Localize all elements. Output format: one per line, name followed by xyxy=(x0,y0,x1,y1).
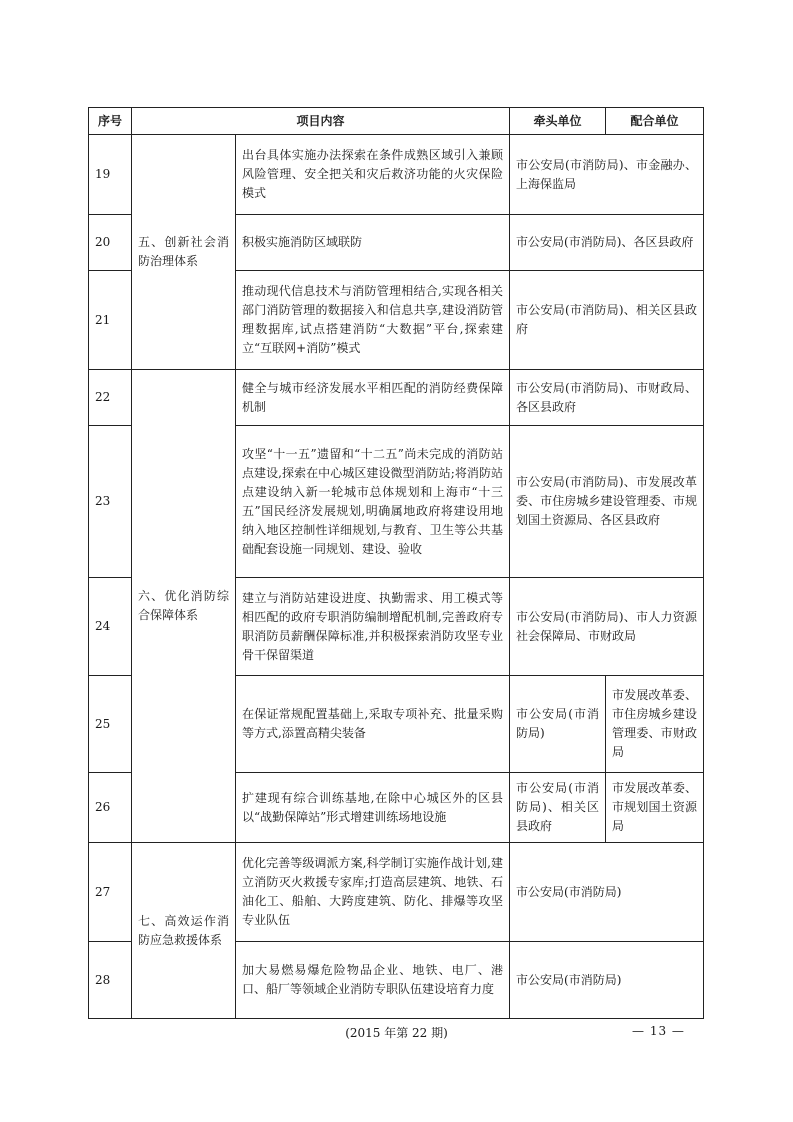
table-row xyxy=(89,135,704,215)
category-cell: 六、优化消防综合保障体系 xyxy=(132,370,236,843)
table-row xyxy=(89,843,704,942)
row-content: 攻坚“十一五”遗留和“十二五”尚未完成的消防站点建设,探索在中心城区建设微型消防站;将消防站点建设纳入新一轮城市总体规划和上海市“十三五”国民经济发展规划,明确属地政府将建设用地纳入地区控制性详细规划,与教育、卫生等公共基础配套设施一同规划、建设、验收 xyxy=(236,426,510,578)
row-lead: 市公安局(市消防局) xyxy=(510,843,704,942)
project-table xyxy=(88,107,704,1019)
row-lead: 市公安局(市消防局)、相关区县政府 xyxy=(510,271,704,370)
category-cell: 七、高效运作消防应急救援体系 xyxy=(132,843,236,1019)
row-lead: 市公安局(市消防局) xyxy=(510,676,606,773)
table-header-row xyxy=(89,108,704,135)
row-content: 推动现代信息技术与消防管理相结合,实现各相关部门消防管理的数据接入和信息共享,建设消防管理数据库,试点搭建消防“大数据”平台,探索建立“互联网+消防”模式 xyxy=(236,271,510,370)
row-number: 27 xyxy=(89,843,132,942)
row-lead: 市公安局(市消防局)、相关区县政府 xyxy=(510,773,606,843)
header-project: 项目内容 xyxy=(132,108,510,135)
row-lead: 市公安局(市消防局)、市金融办、上海保监局 xyxy=(510,135,704,215)
row-content: 出台具体实施办法探索在条件成熟区域引入兼顾风险管理、安全把关和灾后救济功能的火灾保险模式 xyxy=(236,135,510,215)
row-content: 积极实施消防区域联防 xyxy=(236,215,510,271)
header-lead: 牵头单位 xyxy=(510,108,606,135)
row-number: 19 xyxy=(89,135,132,215)
row-lead: 市公安局(市消防局) xyxy=(510,942,704,1019)
header-coop: 配合单位 xyxy=(606,108,704,135)
header-seq: 序号 xyxy=(89,108,132,135)
row-number: 25 xyxy=(89,676,132,773)
row-number: 22 xyxy=(89,370,132,426)
row-lead: 市公安局(市消防局)、市人力资源社会保障局、市财政局 xyxy=(510,578,704,676)
row-number: 23 xyxy=(89,426,132,578)
row-lead: 市公安局(市消防局)、各区县政府 xyxy=(510,215,704,271)
row-content: 加大易燃易爆危险物品企业、地铁、电厂、港口、船厂等领域企业消防专职队伍建设培育力度 xyxy=(236,942,510,1019)
row-coop: 市发展改革委、市住房城乡建设管理委、市财政局 xyxy=(606,676,704,773)
row-content: 在保证常规配置基础上,采取专项补充、批量采购等方式,添置高精尖装备 xyxy=(236,676,510,773)
row-number: 21 xyxy=(89,271,132,370)
category-cell: 五、创新社会消防治理体系 xyxy=(132,135,236,370)
row-content: 建立与消防站建设进度、执勤需求、用工模式等相匹配的政府专职消防编制增配机制,完善政府专职消防员薪酬保障标准,并积极探索消防攻坚专业骨干保留渠道 xyxy=(236,578,510,676)
row-number: 24 xyxy=(89,578,132,676)
row-number: 20 xyxy=(89,215,132,271)
row-content: 优化完善等级调派方案,科学制订实施作战计划,建立消防灭火救援专家库;打造高层建筑、地铁、石油化工、船舶、大跨度建筑、防化、排爆等攻坚专业队伍 xyxy=(236,843,510,942)
row-number: 28 xyxy=(89,942,132,1019)
row-lead: 市公安局(市消防局)、市财政局、各区县政府 xyxy=(510,370,704,426)
row-content: 扩建现有综合训练基地,在除中心城区外的区县以“战勤保障站”形式增建训练场地设施 xyxy=(236,773,510,843)
row-coop: 市发展改革委、市规划国土资源局 xyxy=(606,773,704,843)
issue-label: (2015 年第 22 期) xyxy=(345,1026,448,1040)
page-number: — 13 — xyxy=(632,1024,685,1038)
row-lead: 市公安局(市消防局)、市发展改革委、市住房城乡建设管理委、市规划国土资源局、各区县政府 xyxy=(510,426,704,578)
row-number: 26 xyxy=(89,773,132,843)
row-content: 健全与城市经济发展水平相匹配的消防经费保障机制 xyxy=(236,370,510,426)
table-row xyxy=(89,370,704,426)
